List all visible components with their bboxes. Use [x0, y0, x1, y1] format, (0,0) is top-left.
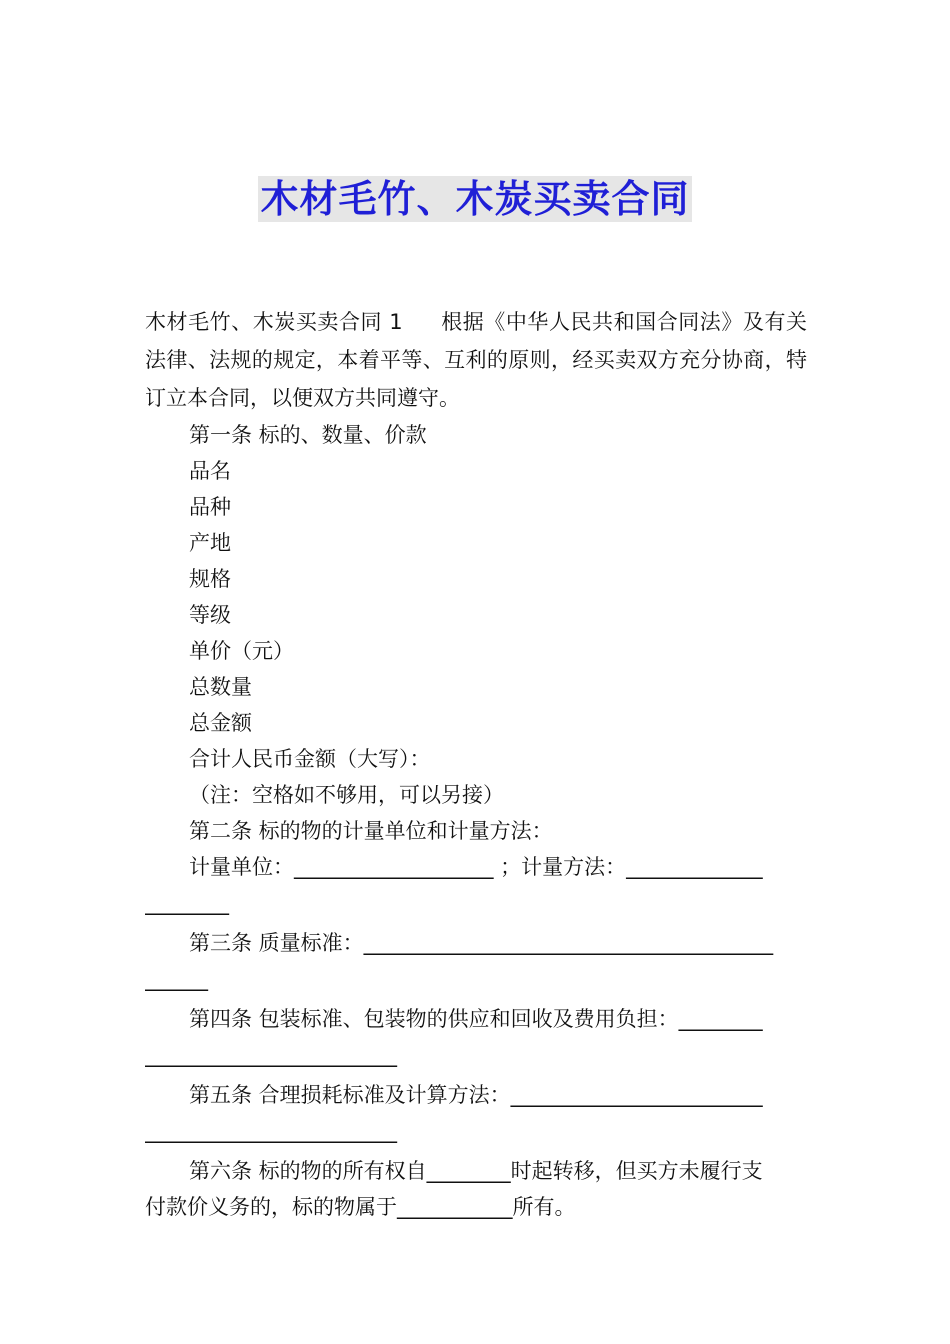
article-2: 第二条 标的物的计量单位和计量方法：	[189, 819, 553, 843]
article-1: 第一条 标的、数量、价款	[189, 423, 427, 447]
item-name: 品名	[189, 459, 231, 483]
document-body	[145, 303, 807, 1225]
intro-text: 根据《中华人民共和国合同法》及有关法律、法规的规定，本着平等、互利的原则，经买卖双方充分协商，特订立本合同，以便双方共同遵守。	[145, 310, 807, 410]
article-3: 第三条 质量标准：_______________________________________	[189, 931, 774, 955]
item-spec: 规格	[189, 567, 231, 591]
item-note: （注：空格如不够用，可以另接）	[189, 783, 504, 807]
article-4-cont: ________________________	[145, 1043, 397, 1067]
item-unit-price: 单价（元）	[189, 639, 294, 663]
article-2-line: 计量单位：___________________ ；计量方法：_____________	[189, 855, 763, 879]
article-6-line-1: 第六条 标的物的所有权自________时起转移，但买方未履行支	[189, 1159, 763, 1183]
item-rmb-total: 合计人民币金额（大写）：	[189, 747, 431, 771]
article-5: 第五条 合理损耗标准及计算方法：________________________	[189, 1083, 763, 1107]
item-total-qty: 总数量	[189, 675, 252, 699]
article-3-cont: ______	[145, 967, 208, 991]
item-grade: 等级	[189, 603, 231, 627]
article-2-cont: ________	[145, 891, 229, 915]
intro-label: 木材毛竹、木炭买卖合同 1	[145, 310, 403, 334]
document-title: 木材毛竹、木炭买卖合同	[260, 177, 690, 221]
article-6-line-2: 付款价义务的，标的物属于___________所有。	[145, 1195, 576, 1219]
article-5-cont: ________________________	[145, 1119, 397, 1143]
article-4: 第四条 包装标准、包装物的供应和回收及费用负担：________	[189, 1007, 763, 1031]
title-wrap	[0, 176, 950, 222]
item-total-amount: 总金额	[189, 711, 252, 735]
item-origin: 产地	[189, 531, 231, 555]
item-variety: 品种	[189, 495, 231, 519]
intro-paragraph	[145, 303, 807, 417]
